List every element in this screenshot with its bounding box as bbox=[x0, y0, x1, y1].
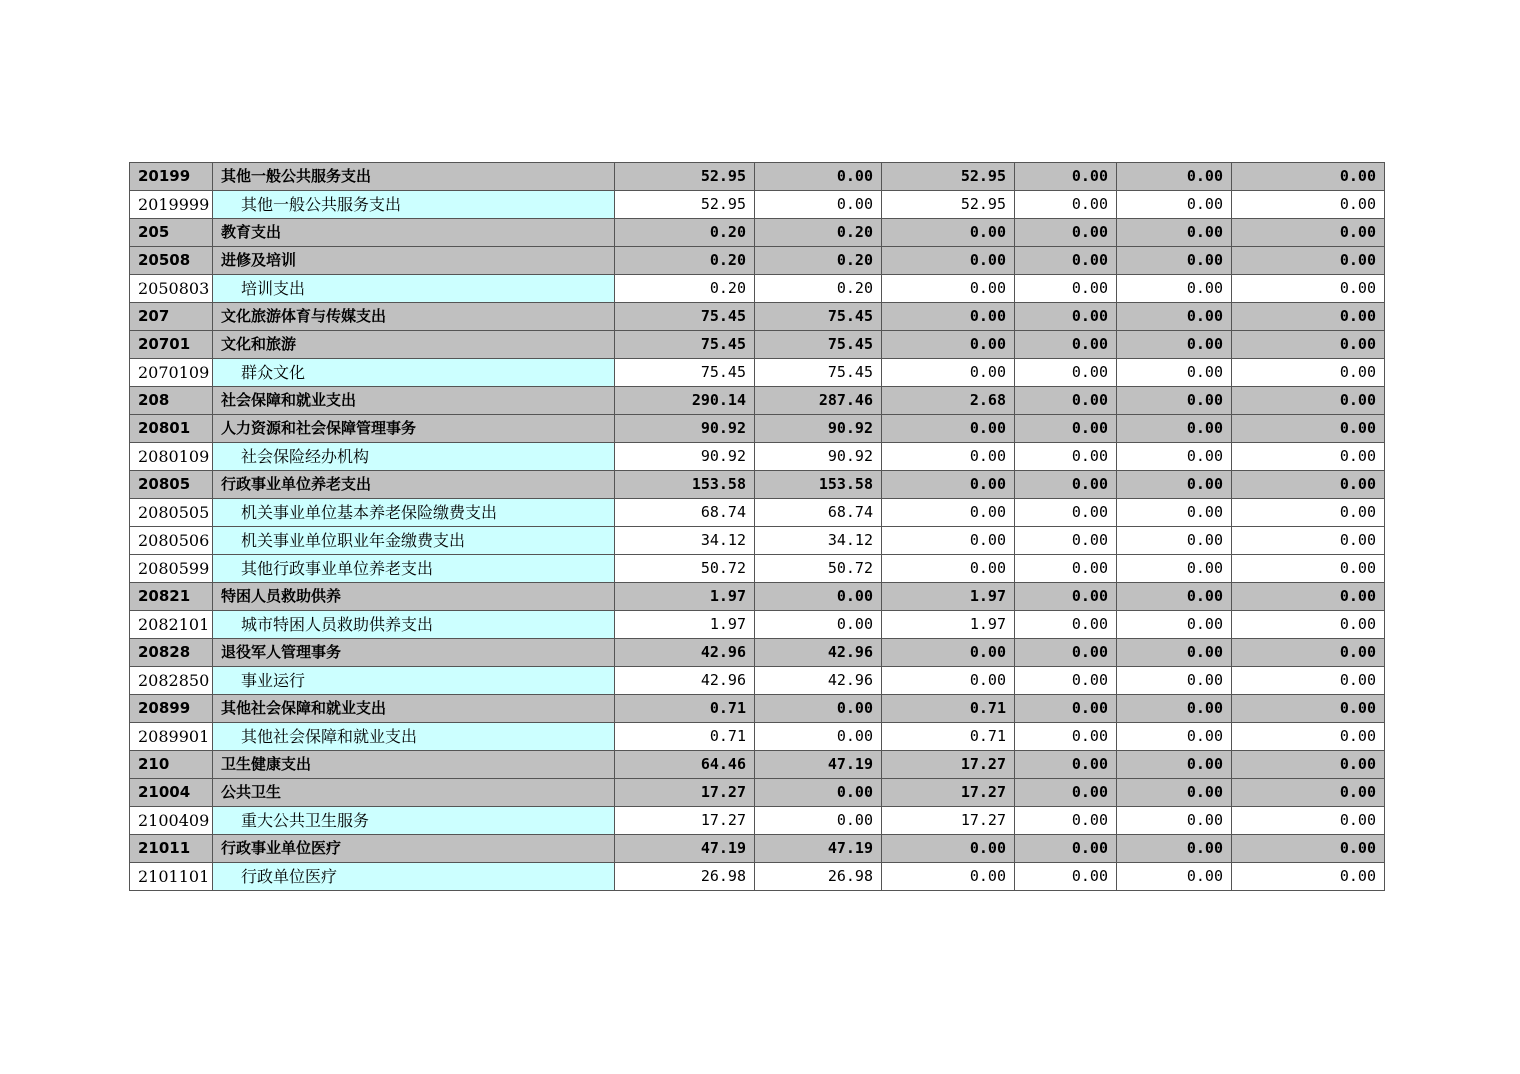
amount-cell: 0.00 bbox=[1117, 387, 1232, 415]
subject-code-cell: 208 bbox=[130, 387, 213, 415]
amount-cell: 0.00 bbox=[1117, 331, 1232, 359]
amount-cell: 75.45 bbox=[755, 303, 882, 331]
amount-cell: 0.00 bbox=[1015, 191, 1117, 219]
amount-cell: 0.20 bbox=[615, 275, 755, 303]
amount-cell: 47.19 bbox=[755, 751, 882, 779]
amount-cell: 0.20 bbox=[615, 247, 755, 275]
amount-cell: 0.00 bbox=[1232, 247, 1385, 275]
amount-cell: 0.00 bbox=[1015, 555, 1117, 583]
amount-cell: 42.96 bbox=[615, 667, 755, 695]
amount-cell: 0.00 bbox=[882, 303, 1015, 331]
subject-name-cell: 机关事业单位职业年金缴费支出 bbox=[213, 527, 615, 555]
table-row bbox=[130, 807, 1385, 835]
category-row bbox=[130, 303, 1385, 331]
amount-cell: 0.00 bbox=[1232, 583, 1385, 611]
amount-cell: 1.97 bbox=[882, 611, 1015, 639]
subject-name-cell: 培训支出 bbox=[213, 275, 615, 303]
amount-cell: 42.96 bbox=[755, 667, 882, 695]
amount-cell: 0.00 bbox=[1117, 471, 1232, 499]
amount-cell: 0.00 bbox=[1015, 779, 1117, 807]
amount-cell: 0.00 bbox=[1232, 611, 1385, 639]
category-row bbox=[130, 163, 1385, 191]
amount-cell: 0.00 bbox=[1015, 611, 1117, 639]
amount-cell: 1.97 bbox=[615, 611, 755, 639]
amount-cell: 0.00 bbox=[1232, 667, 1385, 695]
amount-cell: 0.00 bbox=[1015, 751, 1117, 779]
amount-cell: 42.96 bbox=[755, 639, 882, 667]
amount-cell: 0.00 bbox=[1015, 723, 1117, 751]
amount-cell: 0.00 bbox=[1232, 695, 1385, 723]
amount-cell: 50.72 bbox=[755, 555, 882, 583]
amount-cell: 17.27 bbox=[882, 779, 1015, 807]
subject-code-cell: 20828 bbox=[130, 639, 213, 667]
amount-cell: 0.00 bbox=[1232, 751, 1385, 779]
amount-cell: 0.00 bbox=[1015, 415, 1117, 443]
subject-code-cell: 2070109 bbox=[130, 359, 213, 387]
subject-name-cell: 人力资源和社会保障管理事务 bbox=[213, 415, 615, 443]
amount-cell: 0.00 bbox=[1117, 751, 1232, 779]
table-row bbox=[130, 723, 1385, 751]
category-row bbox=[130, 779, 1385, 807]
category-row bbox=[130, 331, 1385, 359]
amount-cell: 0.00 bbox=[1015, 331, 1117, 359]
subject-name-cell: 文化旅游体育与传媒支出 bbox=[213, 303, 615, 331]
amount-cell: 50.72 bbox=[615, 555, 755, 583]
amount-cell: 0.71 bbox=[615, 695, 755, 723]
table-row bbox=[130, 611, 1385, 639]
table-row bbox=[130, 555, 1385, 583]
amount-cell: 75.45 bbox=[615, 303, 755, 331]
amount-cell: 0.00 bbox=[1232, 639, 1385, 667]
amount-cell: 0.00 bbox=[882, 499, 1015, 527]
amount-cell: 64.46 bbox=[615, 751, 755, 779]
amount-cell: 0.00 bbox=[1117, 835, 1232, 863]
amount-cell: 0.00 bbox=[1117, 219, 1232, 247]
category-row bbox=[130, 247, 1385, 275]
subject-code-cell: 2080599 bbox=[130, 555, 213, 583]
amount-cell: 75.45 bbox=[755, 359, 882, 387]
amount-cell: 0.00 bbox=[1232, 555, 1385, 583]
category-row bbox=[130, 415, 1385, 443]
amount-cell: 0.00 bbox=[882, 443, 1015, 471]
amount-cell: 0.00 bbox=[755, 779, 882, 807]
amount-cell: 1.97 bbox=[882, 583, 1015, 611]
amount-cell: 0.00 bbox=[755, 807, 882, 835]
amount-cell: 0.00 bbox=[1232, 723, 1385, 751]
subject-code-cell: 2050803 bbox=[130, 275, 213, 303]
subject-code-cell: 207 bbox=[130, 303, 213, 331]
budget-expenditure-table bbox=[129, 162, 1385, 891]
table-row bbox=[130, 527, 1385, 555]
amount-cell: 0.00 bbox=[1015, 527, 1117, 555]
amount-cell: 0.00 bbox=[1015, 303, 1117, 331]
amount-cell: 0.00 bbox=[1015, 583, 1117, 611]
table-row bbox=[130, 667, 1385, 695]
amount-cell: 0.00 bbox=[1232, 779, 1385, 807]
amount-cell: 0.00 bbox=[1117, 415, 1232, 443]
amount-cell: 0.00 bbox=[882, 527, 1015, 555]
amount-cell: 68.74 bbox=[615, 499, 755, 527]
subject-code-cell: 20821 bbox=[130, 583, 213, 611]
amount-cell: 0.00 bbox=[1117, 667, 1232, 695]
amount-cell: 90.92 bbox=[615, 443, 755, 471]
amount-cell: 0.00 bbox=[1015, 499, 1117, 527]
subject-name-cell: 行政事业单位养老支出 bbox=[213, 471, 615, 499]
amount-cell: 0.00 bbox=[1232, 191, 1385, 219]
amount-cell: 153.58 bbox=[755, 471, 882, 499]
amount-cell: 47.19 bbox=[615, 835, 755, 863]
amount-cell: 0.00 bbox=[1015, 219, 1117, 247]
amount-cell: 0.00 bbox=[1117, 359, 1232, 387]
amount-cell: 0.71 bbox=[882, 723, 1015, 751]
amount-cell: 0.00 bbox=[1117, 527, 1232, 555]
table-row bbox=[130, 191, 1385, 219]
subject-code-cell: 2101101 bbox=[130, 863, 213, 891]
amount-cell: 90.92 bbox=[755, 443, 882, 471]
amount-cell: 0.00 bbox=[882, 275, 1015, 303]
amount-cell: 0.00 bbox=[1232, 527, 1385, 555]
subject-name-cell: 重大公共卫生服务 bbox=[213, 807, 615, 835]
amount-cell: 0.00 bbox=[1232, 275, 1385, 303]
amount-cell: 17.27 bbox=[882, 807, 1015, 835]
amount-cell: 90.92 bbox=[755, 415, 882, 443]
amount-cell: 0.00 bbox=[755, 163, 882, 191]
amount-cell: 17.27 bbox=[615, 807, 755, 835]
amount-cell: 0.00 bbox=[1015, 443, 1117, 471]
amount-cell: 0.00 bbox=[755, 695, 882, 723]
amount-cell: 52.95 bbox=[615, 163, 755, 191]
amount-cell: 0.00 bbox=[1015, 247, 1117, 275]
subject-code-cell: 21004 bbox=[130, 779, 213, 807]
amount-cell: 34.12 bbox=[615, 527, 755, 555]
amount-cell: 0.00 bbox=[1117, 443, 1232, 471]
amount-cell: 0.00 bbox=[882, 835, 1015, 863]
subject-name-cell: 社会保险经办机构 bbox=[213, 443, 615, 471]
amount-cell: 0.00 bbox=[1015, 275, 1117, 303]
amount-cell: 52.95 bbox=[882, 163, 1015, 191]
amount-cell: 0.00 bbox=[882, 415, 1015, 443]
table-body bbox=[130, 163, 1385, 891]
amount-cell: 75.45 bbox=[755, 331, 882, 359]
amount-cell: 0.00 bbox=[1015, 835, 1117, 863]
subject-name-cell: 公共卫生 bbox=[213, 779, 615, 807]
subject-name-cell: 其他社会保障和就业支出 bbox=[213, 695, 615, 723]
subject-code-cell: 21011 bbox=[130, 835, 213, 863]
subject-name-cell: 机关事业单位基本养老保险缴费支出 bbox=[213, 499, 615, 527]
amount-cell: 17.27 bbox=[882, 751, 1015, 779]
subject-code-cell: 20508 bbox=[130, 247, 213, 275]
amount-cell: 0.00 bbox=[1232, 415, 1385, 443]
subject-name-cell: 卫生健康支出 bbox=[213, 751, 615, 779]
amount-cell: 0.20 bbox=[755, 275, 882, 303]
table-row bbox=[130, 275, 1385, 303]
table-row bbox=[130, 863, 1385, 891]
amount-cell: 0.00 bbox=[1015, 359, 1117, 387]
amount-cell: 0.71 bbox=[615, 723, 755, 751]
amount-cell: 0.00 bbox=[1015, 695, 1117, 723]
amount-cell: 0.00 bbox=[755, 611, 882, 639]
amount-cell: 26.98 bbox=[755, 863, 882, 891]
amount-cell: 0.00 bbox=[1015, 807, 1117, 835]
table-row bbox=[130, 443, 1385, 471]
amount-cell: 0.00 bbox=[755, 583, 882, 611]
amount-cell: 68.74 bbox=[755, 499, 882, 527]
amount-cell: 290.14 bbox=[615, 387, 755, 415]
amount-cell: 0.00 bbox=[1117, 303, 1232, 331]
subject-name-cell: 其他一般公共服务支出 bbox=[213, 191, 615, 219]
amount-cell: 0.00 bbox=[882, 639, 1015, 667]
amount-cell: 0.00 bbox=[882, 555, 1015, 583]
amount-cell: 0.00 bbox=[1015, 163, 1117, 191]
subject-name-cell: 进修及培训 bbox=[213, 247, 615, 275]
amount-cell: 0.00 bbox=[1117, 499, 1232, 527]
amount-cell: 0.00 bbox=[1232, 387, 1385, 415]
table-row bbox=[130, 499, 1385, 527]
subject-code-cell: 2080109 bbox=[130, 443, 213, 471]
subject-name-cell: 行政单位医疗 bbox=[213, 863, 615, 891]
amount-cell: 287.46 bbox=[755, 387, 882, 415]
amount-cell: 0.00 bbox=[1015, 863, 1117, 891]
category-row bbox=[130, 219, 1385, 247]
amount-cell: 0.00 bbox=[1232, 359, 1385, 387]
amount-cell: 0.00 bbox=[1117, 807, 1232, 835]
category-row bbox=[130, 639, 1385, 667]
amount-cell: 26.98 bbox=[615, 863, 755, 891]
amount-cell: 0.00 bbox=[755, 191, 882, 219]
subject-code-cell: 20805 bbox=[130, 471, 213, 499]
amount-cell: 0.00 bbox=[1232, 303, 1385, 331]
amount-cell: 0.00 bbox=[1117, 583, 1232, 611]
subject-name-cell: 其他社会保障和就业支出 bbox=[213, 723, 615, 751]
subject-name-cell: 退役军人管理事务 bbox=[213, 639, 615, 667]
amount-cell: 153.58 bbox=[615, 471, 755, 499]
amount-cell: 0.00 bbox=[1117, 275, 1232, 303]
amount-cell: 47.19 bbox=[755, 835, 882, 863]
amount-cell: 0.00 bbox=[1232, 331, 1385, 359]
subject-name-cell: 文化和旅游 bbox=[213, 331, 615, 359]
amount-cell: 0.00 bbox=[1015, 387, 1117, 415]
amount-cell: 0.00 bbox=[1232, 863, 1385, 891]
subject-name-cell: 事业运行 bbox=[213, 667, 615, 695]
amount-cell: 0.00 bbox=[1117, 247, 1232, 275]
amount-cell: 0.00 bbox=[1232, 443, 1385, 471]
amount-cell: 0.00 bbox=[1232, 499, 1385, 527]
subject-code-cell: 20199 bbox=[130, 163, 213, 191]
amount-cell: 0.00 bbox=[1232, 835, 1385, 863]
amount-cell: 90.92 bbox=[615, 415, 755, 443]
category-row bbox=[130, 387, 1385, 415]
amount-cell: 17.27 bbox=[615, 779, 755, 807]
category-row bbox=[130, 583, 1385, 611]
amount-cell: 0.00 bbox=[1015, 639, 1117, 667]
amount-cell: 0.00 bbox=[1117, 555, 1232, 583]
amount-cell: 0.00 bbox=[882, 331, 1015, 359]
subject-code-cell: 205 bbox=[130, 219, 213, 247]
subject-code-cell: 20899 bbox=[130, 695, 213, 723]
amount-cell: 75.45 bbox=[615, 359, 755, 387]
amount-cell: 0.71 bbox=[882, 695, 1015, 723]
amount-cell: 0.00 bbox=[1117, 863, 1232, 891]
subject-name-cell: 城市特困人员救助供养支出 bbox=[213, 611, 615, 639]
amount-cell: 52.95 bbox=[882, 191, 1015, 219]
amount-cell: 0.00 bbox=[882, 863, 1015, 891]
amount-cell: 0.00 bbox=[1117, 639, 1232, 667]
amount-cell: 0.00 bbox=[1117, 779, 1232, 807]
subject-code-cell: 2082850 bbox=[130, 667, 213, 695]
subject-code-cell: 210 bbox=[130, 751, 213, 779]
subject-code-cell: 2082101 bbox=[130, 611, 213, 639]
amount-cell: 42.96 bbox=[615, 639, 755, 667]
category-row bbox=[130, 751, 1385, 779]
amount-cell: 0.00 bbox=[1117, 695, 1232, 723]
amount-cell: 0.20 bbox=[755, 219, 882, 247]
table-row bbox=[130, 359, 1385, 387]
amount-cell: 0.00 bbox=[1232, 219, 1385, 247]
amount-cell: 0.00 bbox=[1117, 163, 1232, 191]
amount-cell: 0.00 bbox=[1232, 471, 1385, 499]
amount-cell: 0.00 bbox=[755, 723, 882, 751]
amount-cell: 75.45 bbox=[615, 331, 755, 359]
amount-cell: 0.00 bbox=[1015, 471, 1117, 499]
subject-name-cell: 其他一般公共服务支出 bbox=[213, 163, 615, 191]
amount-cell: 0.20 bbox=[615, 219, 755, 247]
amount-cell: 0.00 bbox=[1232, 163, 1385, 191]
category-row bbox=[130, 695, 1385, 723]
subject-code-cell: 2080505 bbox=[130, 499, 213, 527]
subject-code-cell: 2089901 bbox=[130, 723, 213, 751]
category-row bbox=[130, 835, 1385, 863]
amount-cell: 0.00 bbox=[882, 219, 1015, 247]
subject-code-cell: 20701 bbox=[130, 331, 213, 359]
subject-name-cell: 行政事业单位医疗 bbox=[213, 835, 615, 863]
amount-cell: 0.00 bbox=[1117, 723, 1232, 751]
amount-cell: 0.00 bbox=[1232, 807, 1385, 835]
amount-cell: 0.20 bbox=[755, 247, 882, 275]
amount-cell: 1.97 bbox=[615, 583, 755, 611]
amount-cell: 0.00 bbox=[1117, 191, 1232, 219]
subject-code-cell: 20801 bbox=[130, 415, 213, 443]
amount-cell: 52.95 bbox=[615, 191, 755, 219]
amount-cell: 0.00 bbox=[882, 667, 1015, 695]
subject-name-cell: 教育支出 bbox=[213, 219, 615, 247]
amount-cell: 0.00 bbox=[882, 359, 1015, 387]
amount-cell: 0.00 bbox=[882, 471, 1015, 499]
amount-cell: 0.00 bbox=[1117, 611, 1232, 639]
amount-cell: 0.00 bbox=[882, 247, 1015, 275]
subject-code-cell: 2080506 bbox=[130, 527, 213, 555]
subject-name-cell: 特困人员救助供养 bbox=[213, 583, 615, 611]
amount-cell: 34.12 bbox=[755, 527, 882, 555]
subject-name-cell: 社会保障和就业支出 bbox=[213, 387, 615, 415]
subject-code-cell: 2100409 bbox=[130, 807, 213, 835]
category-row bbox=[130, 471, 1385, 499]
subject-name-cell: 群众文化 bbox=[213, 359, 615, 387]
subject-name-cell: 其他行政事业单位养老支出 bbox=[213, 555, 615, 583]
subject-code-cell: 2019999 bbox=[130, 191, 213, 219]
amount-cell: 2.68 bbox=[882, 387, 1015, 415]
amount-cell: 0.00 bbox=[1015, 667, 1117, 695]
